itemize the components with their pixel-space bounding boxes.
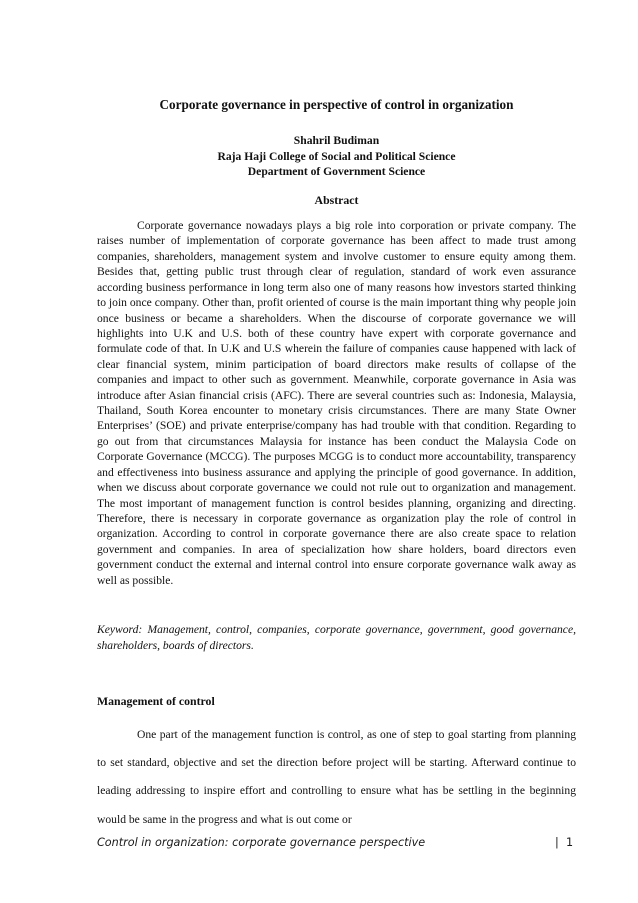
page-number: 1 <box>566 836 574 849</box>
author-affiliation: Raja Haji College of Social and Political Science <box>217 149 456 163</box>
abstract-body: Corporate governance nowadays plays a big role into corporation or private company. The raises number of implementation of corporate governance has been affect to made trust among companies, shareholders, management system and involve customer to ensure equity among them. Besides that, getting public trust through clear of regulation, standard of work even assurance according business performance in long term also one of many reasons how investors started thinking to join once company. Other than, profit oriented of course is the main important thing why people join once business or became a shareholders. When the discourse of corporate governance we will highlights into U.K and U.S. both of these country have expert with corporate governance and formulate code of that. In U.K and U.S wherein the failure of companies cause happened with lack of clear financial system, minim participation of board directors make results of collapse of the companies and impact to other such as government. Meanwhile, corporate governance in Asia was introduce after Asian financial crisis (AFC). There are several countries such as: Indonesia, Malaysia, Thailand, South Korea encounter to monetary crisis circumstances. There are many State Owner Enterprises’ (SOE) and private enterprise/company has had trouble with that condition. Regarding to go out from that circumstances Malaysia for instance has been conduct the Malaysia Code on Corporate Governance (MCCG). The purposes MCGG is to conduct more accountability, transparency and effectiveness into business assurance and applying the principle of good governance. In addition, when we discuss about corporate governance we could not rule out to organization and management. The most important of management function is control besides planning, organizing and directing. Therefore, there is necessary in corporate governance as organization play the role of control in organization. According to control in corporate governance there are also create space to relation government and companies. In area of specialization how share holders, board directors even government conduct the external and internal control into ensure corporate governance walk away as well as possible. <box>97 219 576 587</box>
author-department: Department of Government Science <box>247 165 426 178</box>
section-heading: Management of control <box>97 694 215 708</box>
page-footer <box>97 834 576 852</box>
document-page <box>97 0 576 903</box>
abstract-heading: Abstract <box>314 193 359 207</box>
footer-running-title: Control in organization: corporate governance perspective <box>97 836 426 849</box>
paper-title: Corporate governance in perspective of control in organization <box>159 97 514 112</box>
author-name: Shahril Budiman <box>293 134 380 147</box>
keywords: Keyword: Management, control, companies, corporate governance, government, good governance, shareholders, boards of directors. <box>97 623 576 652</box>
section-body: One part of the management function is control, as one of step to goal starting from planning to set standard, objective and set the direction before project will be starting. Afterward continue to leading addressing to inspire effort and controlling to ensure what has be settling in the beginning would be same in the progress and what is out come or <box>97 728 576 826</box>
footer-separator: | <box>555 836 559 849</box>
author-block <box>97 133 576 180</box>
